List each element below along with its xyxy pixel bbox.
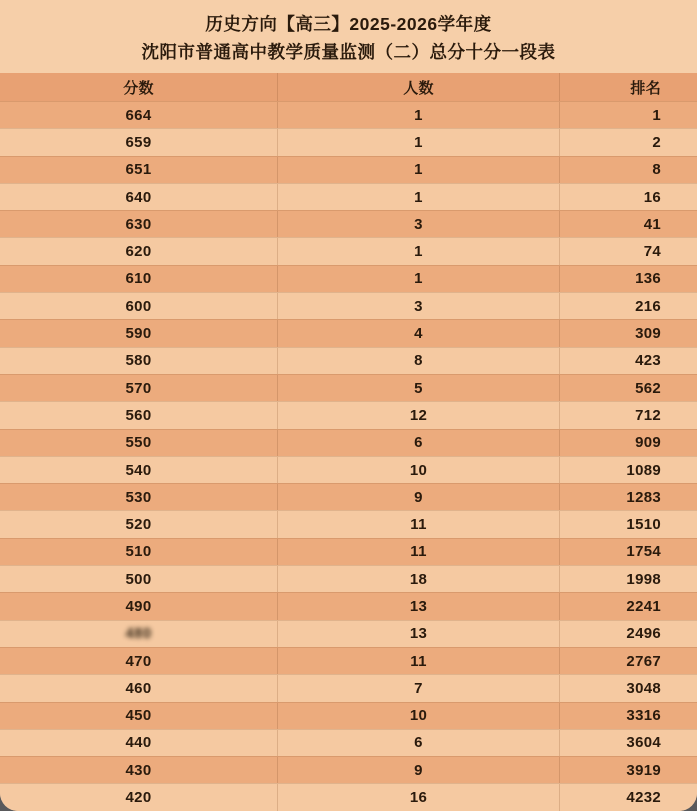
rank-cell: 1 bbox=[652, 106, 661, 124]
score-cell: 450 bbox=[0, 703, 278, 729]
rank-cell: 909 bbox=[635, 434, 661, 452]
count-cell: 3 bbox=[278, 293, 560, 319]
title-line-2: 沈阳市普通高中教学质量监测（二）总分十分一段表 bbox=[141, 42, 556, 62]
rank-cell: 216 bbox=[635, 297, 661, 315]
count-cell: 1 bbox=[278, 157, 560, 183]
score-cell: 570 bbox=[0, 375, 278, 401]
rank-cell: 41 bbox=[643, 215, 661, 233]
rank-cell: 3048 bbox=[626, 679, 661, 697]
table-row bbox=[0, 729, 697, 756]
table-row bbox=[0, 156, 697, 183]
rank-cell: 3316 bbox=[626, 707, 661, 725]
table-row bbox=[0, 756, 697, 783]
table-row bbox=[0, 183, 697, 210]
rank-cell: 2 bbox=[652, 133, 661, 151]
count-cell: 13 bbox=[278, 621, 560, 647]
count-cell: 11 bbox=[278, 539, 560, 565]
count-cell: 13 bbox=[278, 593, 560, 619]
score-cell: 530 bbox=[0, 484, 278, 510]
count-cell: 1 bbox=[278, 129, 560, 155]
count-cell: 10 bbox=[278, 703, 560, 729]
count-cell: 16 bbox=[278, 784, 560, 810]
count-cell: 12 bbox=[278, 402, 560, 428]
header-count: 人数 bbox=[278, 73, 560, 101]
table-row bbox=[0, 674, 697, 701]
score-cell: 590 bbox=[0, 320, 278, 346]
table-row bbox=[0, 237, 697, 264]
header-rank: 排名 bbox=[630, 79, 661, 97]
score-cell: 550 bbox=[0, 430, 278, 456]
table-row bbox=[0, 647, 697, 674]
rank-cell: 1510 bbox=[626, 516, 661, 534]
score-cell: 540 bbox=[0, 457, 278, 483]
header-score: 分数 bbox=[0, 73, 278, 101]
score-cell: 664 bbox=[0, 102, 278, 128]
score-cell: 560 bbox=[0, 402, 278, 428]
score-cell: 470 bbox=[0, 648, 278, 674]
rank-cell: 1283 bbox=[626, 488, 661, 506]
table-row bbox=[0, 592, 697, 619]
rank-cell: 2241 bbox=[626, 597, 661, 615]
rank-cell: 136 bbox=[635, 270, 661, 288]
table-row bbox=[0, 538, 697, 565]
score-cell: 610 bbox=[0, 266, 278, 292]
count-cell: 1 bbox=[278, 266, 560, 292]
table-row bbox=[0, 265, 697, 292]
count-cell: 8 bbox=[278, 348, 560, 374]
score-cell: 420 bbox=[0, 784, 278, 810]
page-title bbox=[0, 0, 697, 73]
count-cell: 1 bbox=[278, 184, 560, 210]
rank-cell: 1754 bbox=[626, 543, 661, 561]
table-row bbox=[0, 292, 697, 319]
score-cell: 659 bbox=[0, 129, 278, 155]
table-row bbox=[0, 483, 697, 510]
score-cell: 520 bbox=[0, 511, 278, 537]
table-row bbox=[0, 620, 697, 647]
rank-cell: 4232 bbox=[626, 789, 661, 807]
rank-cell: 1089 bbox=[626, 461, 661, 479]
score-cell: 460 bbox=[0, 675, 278, 701]
table-row bbox=[0, 347, 697, 374]
count-cell: 9 bbox=[278, 484, 560, 510]
score-cell: 600 bbox=[0, 293, 278, 319]
count-cell: 3 bbox=[278, 211, 560, 237]
title-line-1: 历史方向【高三】2025-2026学年度 bbox=[205, 13, 492, 34]
table-row bbox=[0, 374, 697, 401]
table-row bbox=[0, 401, 697, 428]
count-cell: 1 bbox=[278, 238, 560, 264]
score-cell: 440 bbox=[0, 730, 278, 756]
rank-cell: 16 bbox=[643, 188, 661, 206]
rank-cell: 74 bbox=[643, 243, 661, 261]
table-header-row bbox=[0, 73, 697, 101]
table-row bbox=[0, 456, 697, 483]
table-row bbox=[0, 510, 697, 537]
count-cell: 5 bbox=[278, 375, 560, 401]
score-cell: 580 bbox=[0, 348, 278, 374]
score-cell: 480 bbox=[0, 621, 278, 647]
table-row bbox=[0, 783, 697, 810]
score-cell: 430 bbox=[0, 757, 278, 783]
table-row bbox=[0, 702, 697, 729]
score-cell: 500 bbox=[0, 566, 278, 592]
score-cell: 640 bbox=[0, 184, 278, 210]
count-cell: 10 bbox=[278, 457, 560, 483]
rank-cell: 309 bbox=[635, 325, 661, 343]
table-row bbox=[0, 101, 697, 128]
rank-cell: 1998 bbox=[626, 570, 661, 588]
table-row bbox=[0, 128, 697, 155]
table-body bbox=[0, 101, 697, 811]
count-cell: 6 bbox=[278, 730, 560, 756]
score-cell: 510 bbox=[0, 539, 278, 565]
count-cell: 11 bbox=[278, 648, 560, 674]
rank-cell: 2496 bbox=[626, 625, 661, 643]
count-cell: 7 bbox=[278, 675, 560, 701]
rank-cell: 423 bbox=[635, 352, 661, 370]
rank-cell: 562 bbox=[635, 379, 661, 397]
table-row bbox=[0, 319, 697, 346]
rank-cell: 8 bbox=[652, 161, 661, 179]
rank-cell: 3604 bbox=[626, 734, 661, 752]
score-cell: 490 bbox=[0, 593, 278, 619]
count-cell: 6 bbox=[278, 430, 560, 456]
table-row bbox=[0, 565, 697, 592]
rank-cell: 2767 bbox=[626, 652, 661, 670]
score-cell: 620 bbox=[0, 238, 278, 264]
table-row bbox=[0, 429, 697, 456]
count-cell: 18 bbox=[278, 566, 560, 592]
count-cell: 1 bbox=[278, 102, 560, 128]
table-row bbox=[0, 210, 697, 237]
score-cell: 630 bbox=[0, 211, 278, 237]
count-cell: 4 bbox=[278, 320, 560, 346]
score-cell: 651 bbox=[0, 157, 278, 183]
count-cell: 11 bbox=[278, 511, 560, 537]
rank-cell: 712 bbox=[635, 406, 661, 424]
count-cell: 9 bbox=[278, 757, 560, 783]
score-table bbox=[0, 73, 697, 811]
rank-cell: 3919 bbox=[626, 761, 661, 779]
